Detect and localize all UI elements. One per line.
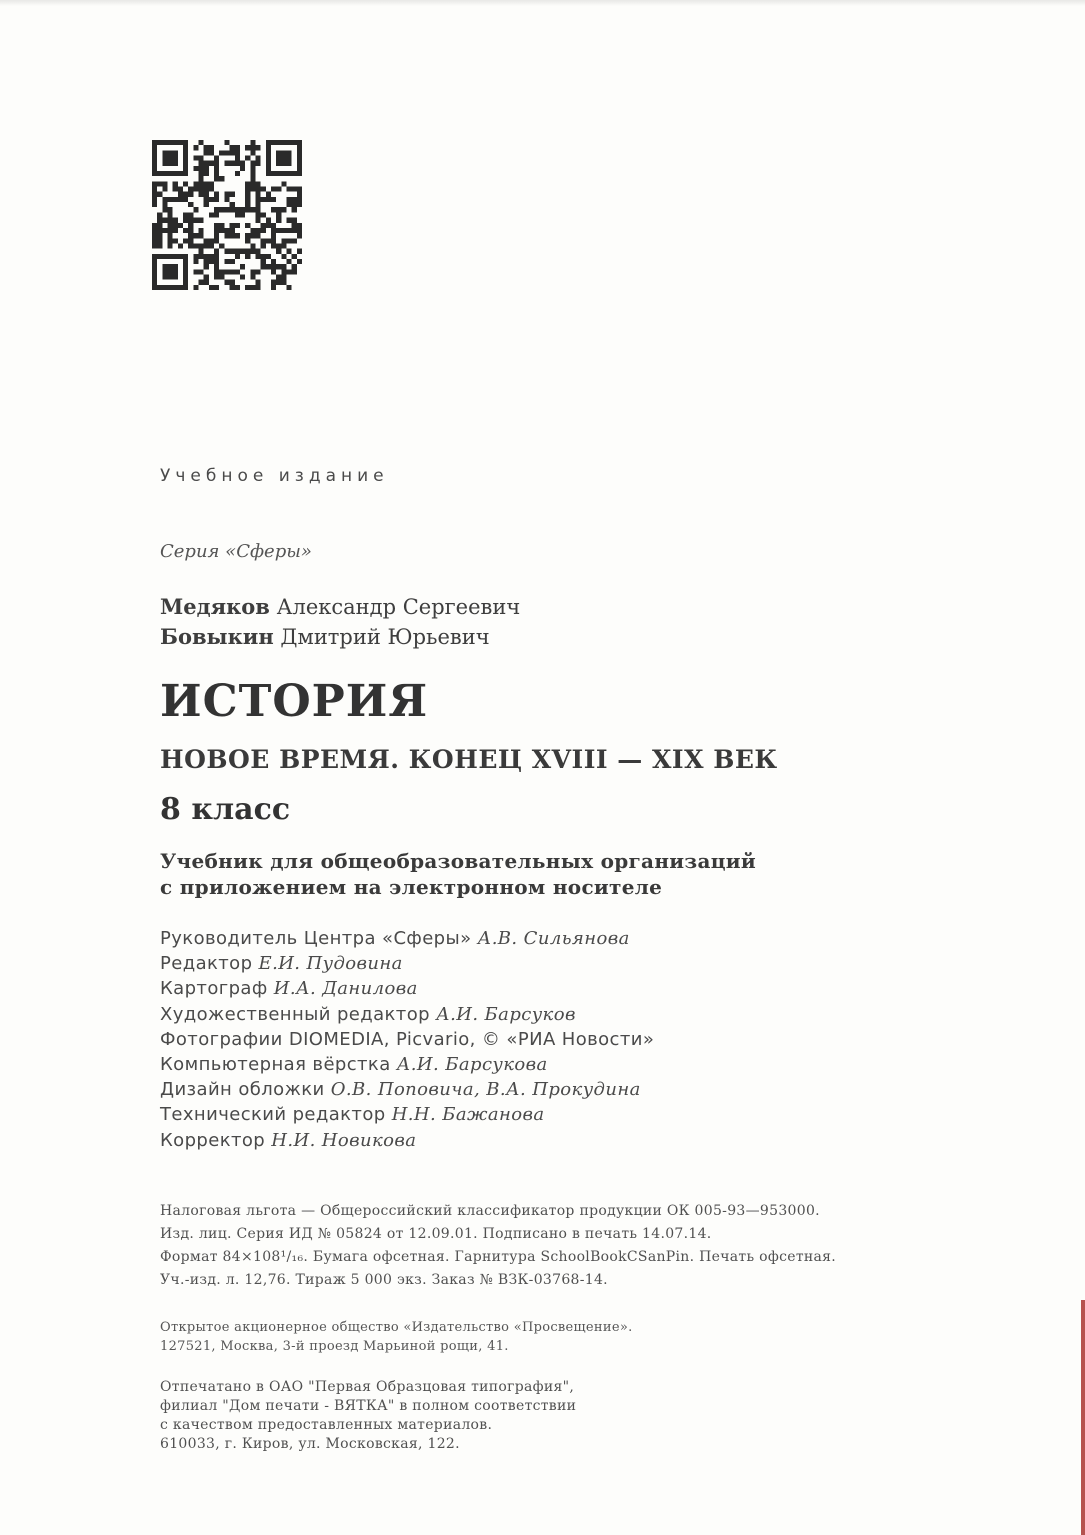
credit-role: Картограф <box>160 978 268 1000</box>
credit-name: И.А. Данилова <box>273 978 418 1000</box>
book-title: ИСТОРИЯ <box>160 676 429 727</box>
author-surname: Бовыкин <box>160 624 274 649</box>
printer-line: филиал "Дом печати - ВЯТКА" в полном соответствии <box>160 1398 577 1414</box>
book-description <box>160 848 756 900</box>
grade-level: 8 класс <box>160 792 291 827</box>
page-top-edge <box>0 0 1085 6</box>
imprint-line: Налоговая льгота — Общероссийский классификатор продукции ОК 005-93—953000. <box>160 1203 820 1219</box>
credit-role: Технический редактор <box>160 1104 386 1126</box>
credit-line <box>160 1027 654 1052</box>
description-line: с приложением на электронном носителе <box>160 875 663 899</box>
credit-line <box>160 926 654 951</box>
authors-block <box>160 592 520 652</box>
publisher-line: 127521, Москва, 3-й проезд Марьиной рощи, 41. <box>160 1339 509 1354</box>
printer-line: с качеством предоставленных материалов. <box>160 1417 493 1433</box>
credit-role: Компьютерная вёрстка <box>160 1054 391 1076</box>
credit-name: А.И. Барсуков <box>436 1003 576 1025</box>
credit-line <box>160 1128 654 1153</box>
publisher-info <box>160 1318 633 1356</box>
credit-role: Фотографии DIOMEDIA, Picvario, © «РИА Новости» <box>160 1028 655 1050</box>
credit-name: Н.И. Новикова <box>271 1129 417 1151</box>
credit-role: Художественный редактор <box>160 1003 430 1025</box>
credit-line <box>160 1002 654 1027</box>
credit-name: Н.Н. Бажанова <box>391 1104 545 1126</box>
credit-name: О.В. Поповича, В.А. Прокудина <box>330 1079 641 1101</box>
imprint-line: Уч.-изд. л. 12,76. Тираж 5 000 экз. Заказ № ВЗК-03768-14. <box>160 1272 608 1288</box>
author-given-name: Дмитрий Юрьевич <box>280 625 490 649</box>
credit-line <box>160 1077 654 1102</box>
author-surname: Медяков <box>160 594 270 619</box>
credit-name: А.И. Барсукова <box>396 1054 548 1076</box>
credit-role: Редактор <box>160 953 253 975</box>
credit-name: А.В. Сильянова <box>477 928 630 949</box>
qr-code <box>152 140 302 290</box>
description-line: Учебник для общеобразовательных организаций <box>160 849 757 873</box>
edition-type: Учебное издание <box>160 466 389 486</box>
author-line <box>160 622 520 652</box>
credit-role: Дизайн обложки <box>160 1079 325 1101</box>
printer-info <box>160 1378 576 1454</box>
imprint-line: Изд. лиц. Серия ИД № 05824 от 12.09.01. Подписано в печать 14.07.14. <box>160 1226 712 1242</box>
imprint-line: Формат 84×108¹/₁₆. Бумага офсетная. Гарнитура SchoolBookCSanPin. Печать офсетная. <box>160 1249 837 1265</box>
credit-role: Корректор <box>160 1129 266 1151</box>
credit-line <box>160 1102 654 1127</box>
printer-line: Отпечатано в ОАО "Первая Образцовая типография", <box>160 1379 575 1395</box>
qr-code-image <box>152 140 302 290</box>
publisher-line: Открытое акционерное общество «Издательство «Просвещение». <box>160 1320 633 1335</box>
book-subtitle: НОВОЕ ВРЕМЯ. КОНЕЦ XVIII — XIX ВЕК <box>160 745 778 774</box>
series-name: Серия «Сферы» <box>160 541 312 562</box>
author-line <box>160 592 520 622</box>
credits-list <box>160 926 654 1153</box>
page-right-edge <box>1081 1300 1085 1535</box>
author-given-name: Александр Сергеевич <box>276 595 521 619</box>
publication-details <box>160 1200 836 1292</box>
credit-role: Руководитель Центра «Сферы» <box>160 928 472 949</box>
credit-name: Е.И. Пудовина <box>258 953 403 975</box>
credit-line <box>160 1052 654 1077</box>
credit-line <box>160 951 654 976</box>
credit-line <box>160 976 654 1001</box>
printer-line: 610033, г. Киров, ул. Московская, 122. <box>160 1436 460 1452</box>
